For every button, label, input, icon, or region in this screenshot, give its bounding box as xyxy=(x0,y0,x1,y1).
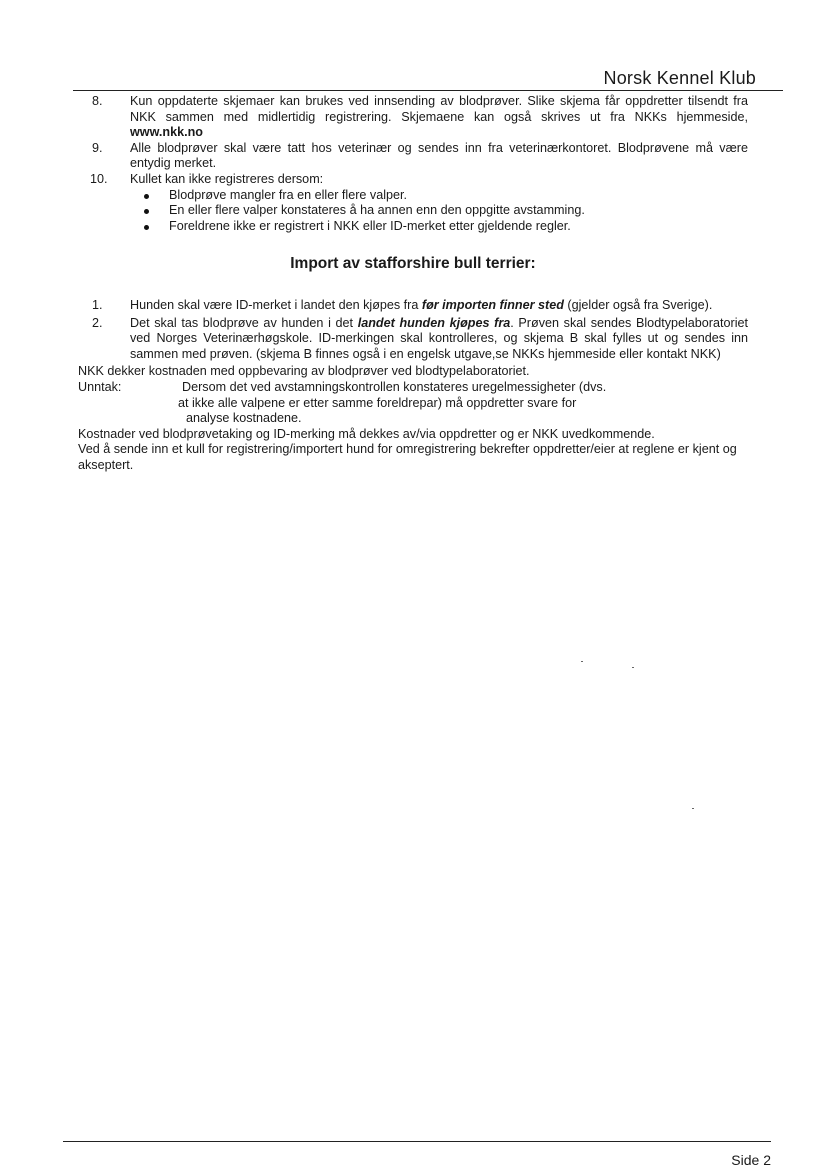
import-text-post: (gjelder også fra Sverige). xyxy=(563,297,713,312)
import-text-pre: Det skal tas blodprøve av hunden i det xyxy=(130,315,358,330)
list-number: 1. xyxy=(92,297,103,312)
import-item-2 xyxy=(78,316,748,363)
organization-header: Norsk Kennel Klub xyxy=(603,68,756,88)
list-number: 2. xyxy=(92,315,103,330)
condition-bullets xyxy=(144,188,748,235)
section-title: Import av stafforshire bull terrier: xyxy=(290,255,536,273)
exception-block xyxy=(78,380,748,427)
list-number: 9. xyxy=(92,140,103,155)
footer-divider xyxy=(63,1141,771,1142)
import-text-emphasis: før importen finner sted xyxy=(421,297,564,312)
list-item-10 xyxy=(78,172,748,188)
closing-paragraph: Ved å sende inn et kull for registrering/importert hund for omregistrering bekrefter oppdretter/eier at reglene er kjent og akseptert. xyxy=(78,442,737,472)
list-text: Kun oppdaterte skjemaer kan brukes ved innsending av blodprøver. Slike skjema får oppdretter tilsendt fra NKK sammen med midlertidig registrering. Skjemaene kan også skrives ut fra NKKs hjemmeside, xyxy=(130,94,748,124)
page-number: Side 2 xyxy=(731,1152,771,1168)
header-divider xyxy=(73,90,783,91)
import-text-pre: Hunden skal være ID-merket i landet den kjøpes fra xyxy=(130,297,422,312)
exception-line: analyse kostnadene. xyxy=(186,411,302,426)
website-link[interactable]: www.nkk.no xyxy=(130,125,204,140)
import-text-post: . Prøven skal sendes Blodtypelaboratoriet ved Norges Veterinærhøgskole. ID-merkingen skal kontrolleres, og skjema B skal fylles ut og sendes inn sammen med prøven. (skjema B finnes også i en engelsk utgave,se NKKs hjemmeside eller kontakt NKK) xyxy=(130,315,749,361)
import-item-1 xyxy=(78,298,748,314)
scan-speck xyxy=(692,808,694,809)
document-body xyxy=(78,94,748,473)
bullet-item: En eller flere valper konstateres å ha annen enn den oppgitte avstamming. xyxy=(144,203,748,219)
bullet-item: Blodprøve mangler fra en eller flere valper. xyxy=(144,188,748,204)
list-text: Alle blodprøver skal være tatt hos veterinær og sendes inn fra veterinærkontoret. Blodprøvene må være entydig merket. xyxy=(130,140,748,171)
list-item-8 xyxy=(78,94,748,141)
cost-note: NKK dekker kostnaden med oppbevaring av blodprøver ved blodtypelaboratoriet. xyxy=(78,364,530,379)
exception-label: Unntak: xyxy=(78,379,122,394)
scan-speck xyxy=(581,661,583,662)
list-item-9 xyxy=(78,141,748,172)
import-text-emphasis: landet hunden kjøpes fra xyxy=(357,315,511,330)
closing-paragraph: Kostnader ved blodprøvetaking og ID-merking må dekkes av/via oppdretter og er NKK uvedkommende. xyxy=(78,426,655,441)
scan-speck xyxy=(632,667,634,668)
exception-line: at ikke alle valpene er etter samme foreldrepar) må oppdretter svare for xyxy=(178,395,577,410)
list-number: 10. xyxy=(90,171,108,186)
bullet-item: Foreldrene ikke er registrert i NKK eller ID-merket etter gjeldende regler. xyxy=(144,219,748,235)
list-text: Kullet kan ikke registreres dersom: xyxy=(130,171,324,186)
list-number: 8. xyxy=(92,94,103,108)
exception-line: Dersom det ved avstamningskontrollen konstateres uregelmessigheter (dvs. xyxy=(182,379,607,394)
